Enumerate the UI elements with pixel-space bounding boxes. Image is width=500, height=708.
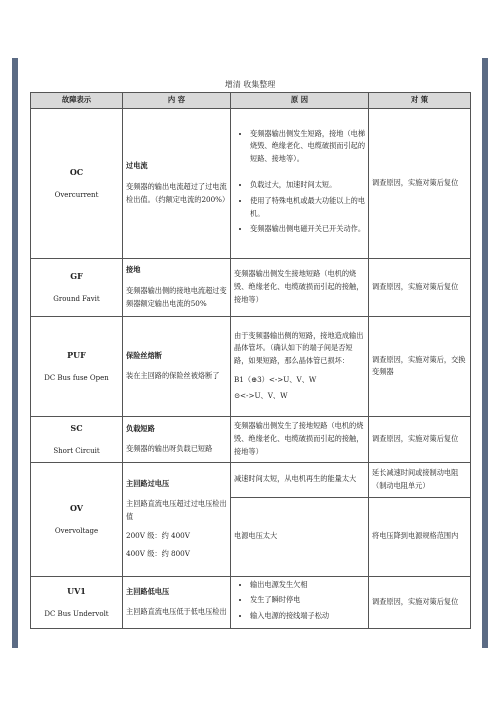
fault-name: 保险丝熔断 xyxy=(126,350,162,360)
fault-name: 过电流 xyxy=(126,161,148,171)
fault-description: 主回路直流电压低于低电压检出 xyxy=(126,607,227,617)
fault-cell xyxy=(31,576,123,628)
table-row xyxy=(31,576,471,628)
cause-cell xyxy=(231,462,369,576)
fault-cell xyxy=(31,462,123,576)
fault-english: Overcurrent xyxy=(54,191,99,200)
cause-item: • 使用了特殊电机或最大功能以上的电机。 xyxy=(250,195,365,220)
cause-text: 电源电压太大 xyxy=(231,497,368,576)
fault-cell xyxy=(31,258,123,316)
fault-description: 主回路直流电压超过过电压检出值 xyxy=(126,499,227,521)
fault-name: 主回路过电压 xyxy=(126,478,170,488)
header-cause: 原 因 xyxy=(231,93,369,109)
fault-name: 主回路低电压 xyxy=(126,586,170,596)
cause-cell: 变频器输出侧发生了接地短路（电机的烧毁、绝缘老化、电缆破损而引起的接触，接地等） xyxy=(231,416,369,462)
fault-code: OV xyxy=(69,503,84,514)
fault-cell xyxy=(31,316,123,416)
table-row xyxy=(31,258,471,316)
fault-code: GF xyxy=(70,271,83,282)
fault-english: DC Bus fuse Open xyxy=(44,374,109,383)
cause-item: • 发生了瞬时停电 xyxy=(250,594,365,607)
cause-item: • 负载过大，加速时间太短。 xyxy=(250,179,365,192)
content-cell xyxy=(123,108,231,258)
table-row xyxy=(31,462,471,576)
fault-english: DC Bus Undervolt xyxy=(44,610,109,619)
fault-description: 变频器的输出呀负载已短路 xyxy=(126,444,213,454)
cause-item: • 变频器输出侧电磁开关已开关动作。 xyxy=(250,223,365,236)
measure-cell xyxy=(369,462,471,576)
measure-text: 将电压降到电源规格范围内 xyxy=(369,497,470,576)
header-content: 内 容 xyxy=(123,93,231,109)
fault-english: Overvoltage xyxy=(54,527,99,536)
fault-code: PUF xyxy=(67,350,86,361)
measure-text: 延长减速时间或接制动电阻（制动电阻单元） xyxy=(372,468,459,490)
fault-code: SC xyxy=(70,423,83,434)
measure-cell: 调查原因，实施对策后复位 xyxy=(369,108,471,258)
cause-text: ⊙<->U、V、W xyxy=(234,391,288,401)
fault-cell xyxy=(31,108,123,258)
voltage-spec: 200V 级：约 400V xyxy=(126,530,190,540)
content-cell xyxy=(123,316,231,416)
content-cell xyxy=(123,416,231,462)
cause-text: 减速时间太短，从电机再生的能量太大 xyxy=(234,474,357,484)
cause-item: • 变频器输出侧发生短路，接地（电梯烧毁、绝缘老化、电缆破损而引起的短路、接地等）。 xyxy=(250,128,365,166)
cause-text: B1（⊕3）<->U、V、W xyxy=(234,374,317,384)
document-title: 增清 收集整理 xyxy=(224,80,276,89)
fault-description: 变频器的输出电流超过了过电流检出值。（约额定电流的200%） xyxy=(126,181,230,204)
fault-name: 负载短路 xyxy=(126,423,155,433)
fault-description: 装在主回路的保险丝被烙断了 xyxy=(126,371,220,381)
cause-item: • 输出电源发生欠相 xyxy=(250,579,365,592)
fault-code: OC xyxy=(69,167,84,178)
content-cell xyxy=(123,258,231,316)
content-cell xyxy=(123,462,231,576)
table-row xyxy=(31,416,471,462)
fault-english: Short Circuit xyxy=(53,447,100,456)
measure-cell: 调查原因，实施对策后复位 xyxy=(369,416,471,462)
measure-cell: 调查原因，实施对策后，交换变频器 xyxy=(369,316,471,416)
table-row xyxy=(31,108,471,258)
measure-cell: 调查原因，实施对策后复位 xyxy=(369,576,471,628)
fault-table xyxy=(30,92,471,629)
document-page xyxy=(18,58,482,648)
cause-cell: 变频器输出侧发生接地短路（电机的烧毁、绝缘老化、电缆破损而引起的接触，接地等） xyxy=(231,258,369,316)
content-cell xyxy=(123,576,231,628)
fault-description: 变频器输出侧的接地电流超过变频器额定输出电流的50% xyxy=(126,285,227,308)
fault-english: Ground Favit xyxy=(53,295,100,304)
cause-cell xyxy=(231,576,369,628)
measure-cell: 调查原因，实施对策后复位 xyxy=(369,258,471,316)
voltage-spec: 400V 级：约 800V xyxy=(126,549,190,559)
cause-text: 由于变频器输出侧的短路，接地造成输出晶体管坏。（确认如下的端子间是否短路，如果短路，那么晶体管已损坏： xyxy=(234,330,364,365)
bottom-background xyxy=(0,648,500,708)
table-row xyxy=(31,316,471,416)
cause-cell xyxy=(231,108,369,258)
cause-item: • 输入电源的接线端子松动 xyxy=(250,610,365,623)
fault-name: 接地 xyxy=(126,265,141,275)
table-header-row xyxy=(31,93,471,109)
cause-cell xyxy=(231,316,369,416)
fault-cell xyxy=(31,416,123,462)
header-measure: 对 策 xyxy=(369,93,471,109)
fault-code: UV1 xyxy=(67,586,86,597)
top-background xyxy=(0,0,500,58)
header-fault: 故障表示 xyxy=(31,93,123,109)
page-edge-right xyxy=(482,58,488,648)
